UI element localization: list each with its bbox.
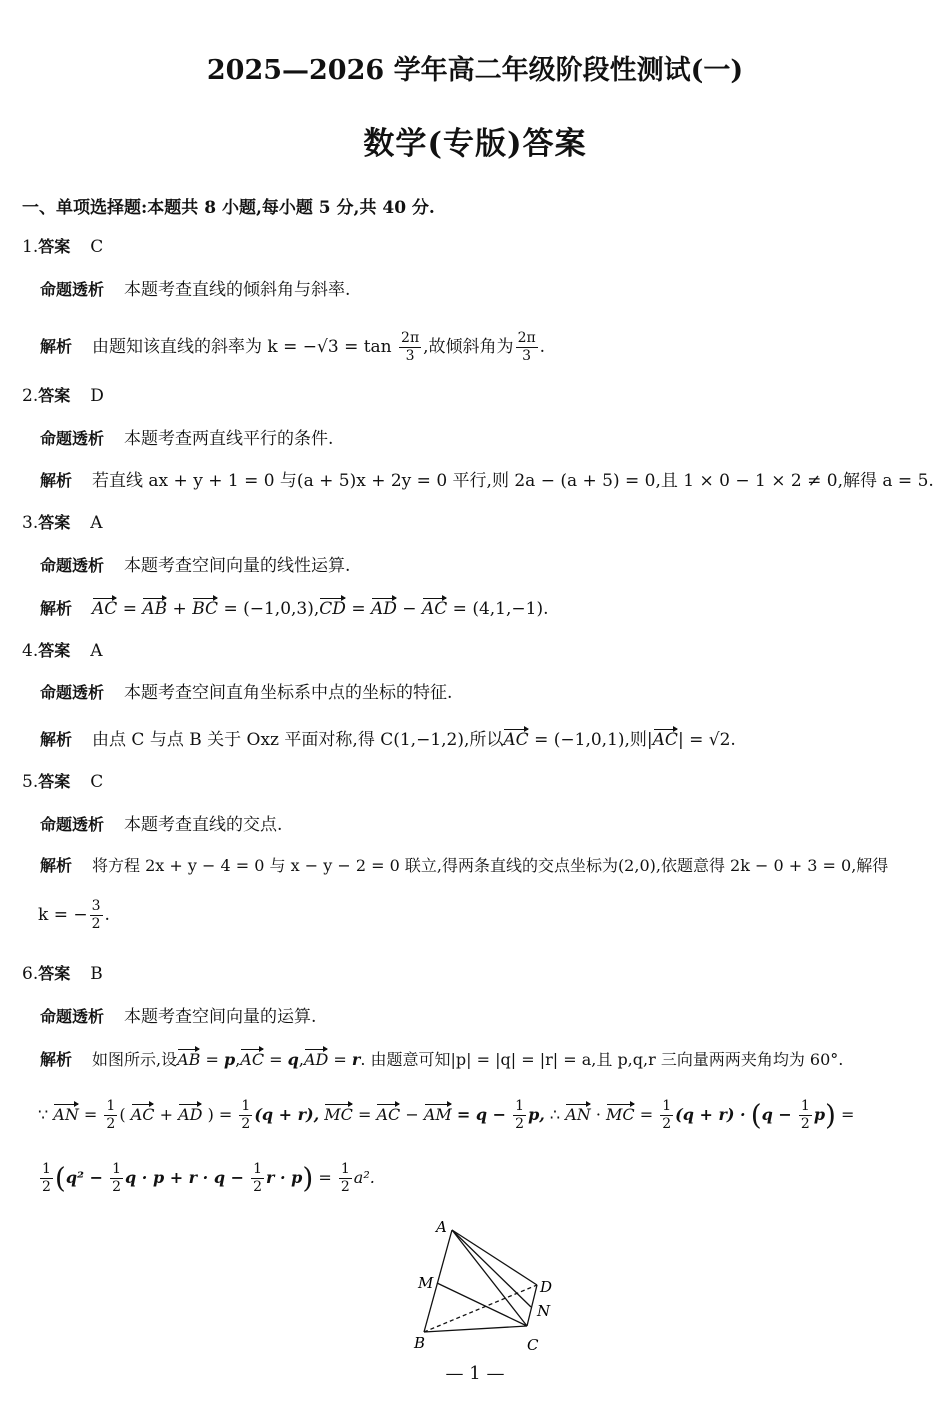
q2-topic: 命题透析 本题考查两直线平行的条件. (40, 429, 334, 449)
q1-topic: 命题透析 本题考查直线的倾斜角与斜率. (40, 280, 351, 300)
vector-ac: AC (503, 725, 528, 751)
q2-choice: D (90, 386, 104, 406)
edge-bc (424, 1326, 527, 1332)
q6-topic: 命题透析 本题考查空间向量的运算. (40, 1007, 317, 1027)
label-b: B (414, 1334, 426, 1352)
document-subtitle: 数学(专版)答案 (363, 126, 587, 162)
q4-answer: 4.答案 A (22, 641, 103, 661)
edge-bd (424, 1285, 537, 1332)
q2-answer: 2.答案 D (22, 386, 104, 406)
q5-analysis-cont: k = − $\frac{3}{2}$ . (38, 898, 110, 932)
q3-analysis: 解析 AC = AB + BC = (−1,0,3),CD = AD − AC = (4,1,−1). (40, 594, 549, 620)
vector-ac: AC (92, 594, 117, 620)
q1-choice: C (90, 237, 104, 257)
vector-ac: AC (422, 594, 447, 620)
q2-analysis: 解析 若直线 ax + y + 1 = 0 与(a + 5)x + 2y = 0 平行,则 2a − (a + 5) = 0,且 1 × 0 − 1 × 2 ≠ 0,解得 a = 5. (40, 471, 934, 491)
label-m: M (418, 1274, 434, 1292)
vector-ac: AC (653, 725, 678, 751)
fraction: $\frac{3}{2}$ (91, 898, 101, 932)
q6-derivation-1: ∵ AN = $\frac{1}{2}$ ( AC + AD ) = $\frac{1}{2}$ (q + r), MC = AC − AM = q − $\frac{1}{2}$ p, ∴ AN · MC = $\frac{1}{2}$ (q + r) · (q − $\frac{1}{2}$ p) = (38, 1098, 855, 1132)
q5-analysis: 解析 将方程 2x + y − 4 = 0 与 x − y − 2 = 0 联立,得两条直线的交点坐标为(2,0),依题意得 2k − 0 + 3 = 0,解得 (40, 856, 889, 875)
vector-bc: BC (192, 594, 218, 620)
q1-analysis: 解析 由题知该直线的斜率为 k = −√3 = tan $\frac{2\pi}{3}$ ,故倾斜角为 $\frac{2\pi}{3}$ . (40, 330, 546, 364)
q6-answer: 6.答案 B (22, 964, 103, 984)
page-number: — 1 — (445, 1363, 505, 1384)
vector-ad: AD (371, 594, 397, 620)
vector-mc: MC (324, 1100, 353, 1126)
vector-an: AN (53, 1100, 79, 1126)
vector-ab: AB (177, 1045, 200, 1071)
q4-choice: A (90, 641, 103, 661)
vector-ac: AC (240, 1045, 264, 1071)
vector-cd: CD (319, 594, 346, 620)
fraction: $\frac{2\pi}{3}$ (517, 330, 536, 364)
edge-cd (527, 1285, 537, 1326)
q3-choice: A (90, 513, 103, 533)
tetrahedron-figure (400, 1210, 570, 1360)
q5-answer: 5.答案 C (22, 772, 104, 792)
q6-choice: B (90, 964, 103, 984)
section-heading: 一、单项选择题:本题共 8 小题,每小题 5 分,共 40 分. (22, 198, 435, 218)
label-a: A (436, 1218, 447, 1236)
q3-topic: 命题透析 本题考查空间向量的线性运算. (40, 556, 351, 576)
vector-am: AM (424, 1100, 452, 1126)
q5-topic: 命题透析 本题考查直线的交点. (40, 815, 283, 835)
edge-ad (452, 1230, 537, 1285)
document-title: 2025—2026 学年高二年级阶段性测试(一) (206, 55, 744, 86)
label-c: C (527, 1336, 539, 1354)
q1-answer: 1.答案 C (22, 237, 104, 257)
vector-ab: AB (142, 594, 167, 620)
label-n: N (537, 1302, 551, 1320)
label-d: D (540, 1278, 553, 1296)
vector-ad: AD (304, 1045, 328, 1071)
answer-label: 答案 (38, 237, 71, 256)
q6-analysis: 解析 如图所示,设AB = p,AC = q,AD = r. 由题意可知|p| = |q| = |r| = a,且 p,q,r 三向量两两夹角均为 60°. (40, 1045, 843, 1071)
q5-choice: C (90, 772, 104, 792)
fraction: $\frac{2\pi}{3}$ (401, 330, 420, 364)
q3-answer: 3.答案 A (22, 513, 103, 533)
q6-derivation-2: $\frac{1}{2}$ (q² − $\frac{1}{2}$ q · p + r · q − $\frac{1}{2}$ r · p) = $\frac{1}{2}$ a². (42, 1161, 375, 1195)
q4-analysis: 解析 由点 C 与点 B 关于 Oxz 平面对称,得 C(1,−1,2),所以AC = (−1,0,1),则|AC| = √2. (40, 725, 736, 751)
q4-topic: 命题透析 本题考查空间直角坐标系中点的坐标的特征. (40, 683, 453, 703)
edge-ac (452, 1230, 527, 1326)
